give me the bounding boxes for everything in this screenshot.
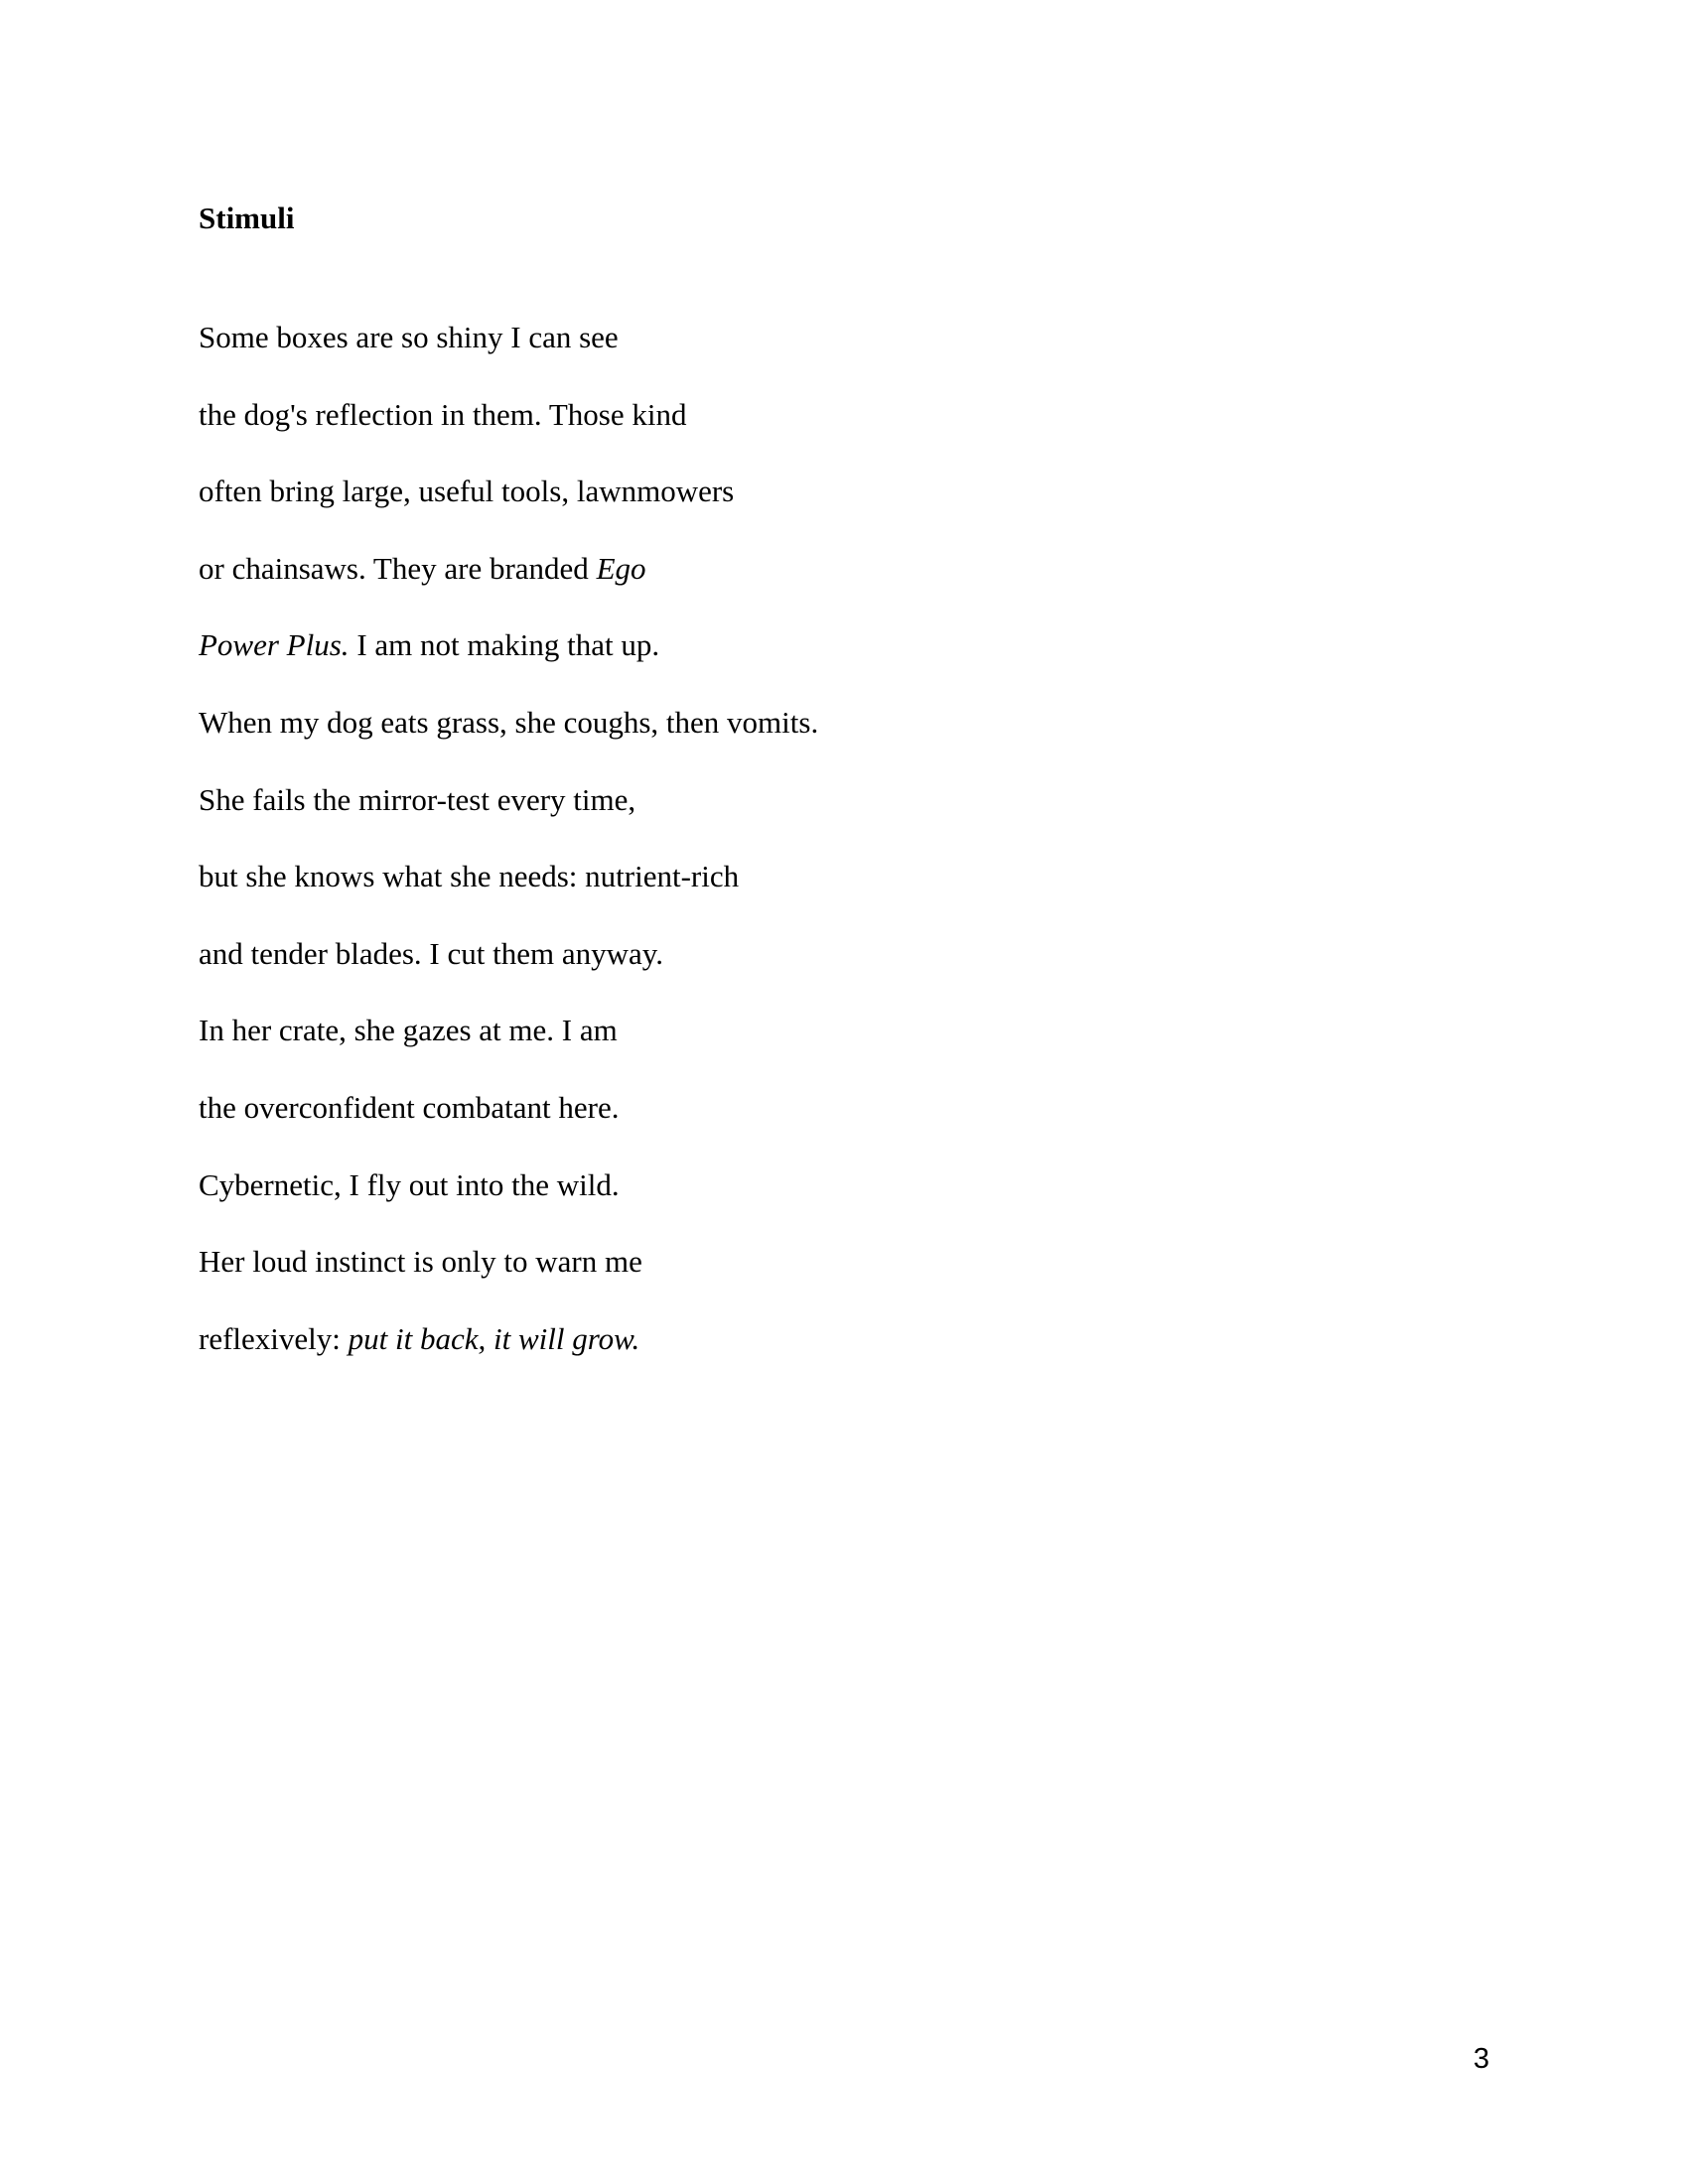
italic-text: put it back, it will grow.: [348, 1320, 640, 1356]
poem-body: [199, 316, 818, 1394]
poem-line: but she knows what she needs: nutrient-rich: [199, 859, 740, 894]
poem-line: [199, 1317, 818, 1395]
poem-line: Cybernetic, I fly out into the wild.: [199, 1166, 620, 1202]
poem-line: [199, 547, 818, 624]
line-text: reflexively:: [199, 1320, 349, 1356]
poem-line: the dog's reflection in them. Those kind: [199, 396, 687, 432]
poem-line: the overconfident combatant here.: [199, 1089, 620, 1125]
poem-line: Some boxes are so shiny I can see: [199, 320, 619, 354]
poem-line: and tender blades. I cut them anyway.: [199, 935, 663, 971]
poem-title: Stimuli: [199, 201, 295, 235]
italic-text: Power Plus.: [199, 627, 350, 663]
poem-line: Her loud instinct is only to warn me: [199, 1244, 642, 1280]
line-text: I am not making that up.: [349, 627, 660, 663]
poem-line: [199, 623, 818, 701]
poem-line: often bring large, useful tools, lawnmowers: [199, 474, 735, 509]
line-text: or chainsaws. They are branded: [199, 550, 597, 586]
poem-line: In her crate, she gazes at me. I am: [199, 1013, 618, 1048]
page-number: 3: [1473, 2043, 1489, 2075]
poem-line: When my dog eats grass, she coughs, then vomits.: [199, 704, 819, 740]
italic-text: Ego: [596, 550, 646, 586]
poem-line: She fails the mirror-test every time,: [199, 781, 636, 817]
